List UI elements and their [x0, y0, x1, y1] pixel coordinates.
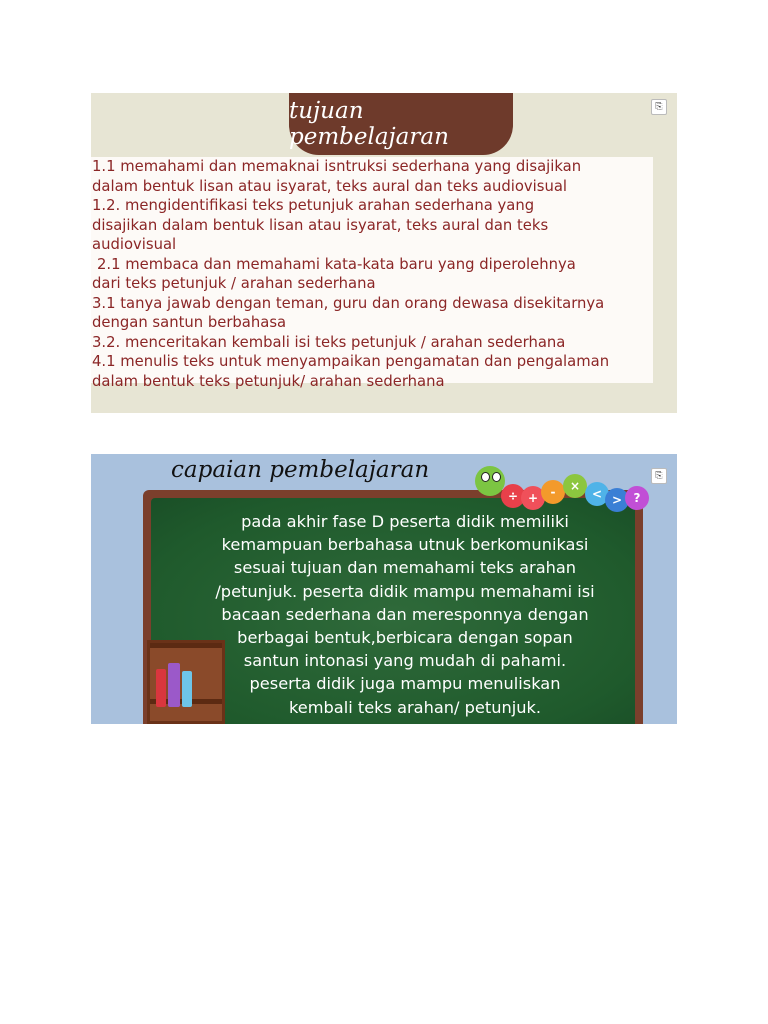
- outcome-line: berbagai bentuk,berbicara dengan sopan: [237, 628, 573, 648]
- outcome-line: /petunjuk. peserta didik mampu memahami isi: [215, 581, 595, 601]
- objective-line: 2.1 membaca dan memahami kata-kata baru yang diperolehnya: [97, 255, 576, 273]
- objective-line: 4.1 menulis teks untuk menyampaikan pengamatan dan pengalaman: [92, 353, 610, 370]
- objective-line: dengan santun berbahasa: [92, 314, 287, 331]
- caterpillar-segment: <: [585, 482, 609, 506]
- caterpillar-segment: +: [521, 486, 545, 510]
- caterpillar-segment: >: [605, 488, 629, 512]
- bookmark-icon[interactable]: ⎘: [651, 468, 667, 484]
- caterpillar-head: [475, 466, 505, 496]
- caterpillar-segment: ÷: [501, 484, 525, 508]
- caterpillar-segment: ×: [563, 474, 587, 498]
- objective-line: disajikan dalam bentuk lisan atau isyarat, teks aural dan teks: [92, 216, 549, 234]
- objective-line: 1.2. mengidentifikasi teks petunjuk arahan sederhana yang: [92, 197, 535, 214]
- outcome-line: bacaan sederhana dan meresponnya dengan: [221, 604, 589, 624]
- slide-tujuan-pembelajaran: [91, 93, 677, 413]
- caterpillar-illustration: [473, 458, 663, 518]
- caterpillar-segment: ?: [625, 486, 649, 510]
- outcome-line: sesuai tujuan dan memahami teks arahan: [233, 558, 577, 578]
- outcome-line: kemampuan berbahasa utnuk berkomunikasi: [221, 535, 589, 555]
- outcome-line: pada akhir fase D peserta didik memiliki: [241, 512, 569, 531]
- objectives-list: [91, 157, 653, 390]
- objective-line: audiovisual: [92, 236, 177, 253]
- objective-line: 1.1 memahami dan memaknai isntruksi sederhana yang disajikan: [92, 158, 582, 175]
- objective-line: 3.1 tanya jawab dengan teman, guru dan orang dewasa disekitarnya: [92, 294, 605, 312]
- bookmark-icon[interactable]: ⎘: [651, 99, 667, 115]
- objective-line: 3.2. menceritakan kembali isi teks petunjuk / arahan sederhana: [92, 333, 566, 351]
- objective-line: dalam bentuk lisan atau isyarat, teks aural dan teks audiovisual: [92, 177, 568, 195]
- slide1-title: tujuan pembelajaran: [289, 93, 513, 155]
- outcome-line: peserta didik juga mampu menuliskan: [249, 674, 561, 694]
- slide-capaian-pembelajaran: [91, 454, 677, 724]
- outcome-line: santun intonasi yang mudah di pahami.: [243, 651, 567, 671]
- objective-line: dalam bentuk teks petunjuk/ arahan sederhana: [92, 372, 445, 390]
- objective-line: dari teks petunjuk / arahan sederhana: [92, 275, 376, 292]
- learning-outcome-text: [175, 510, 635, 719]
- outcome-line: kembali teks arahan/ petunjuk.: [288, 697, 542, 717]
- caterpillar-segment: -: [541, 480, 565, 504]
- slide2-title: capaian pembelajaran: [171, 457, 430, 483]
